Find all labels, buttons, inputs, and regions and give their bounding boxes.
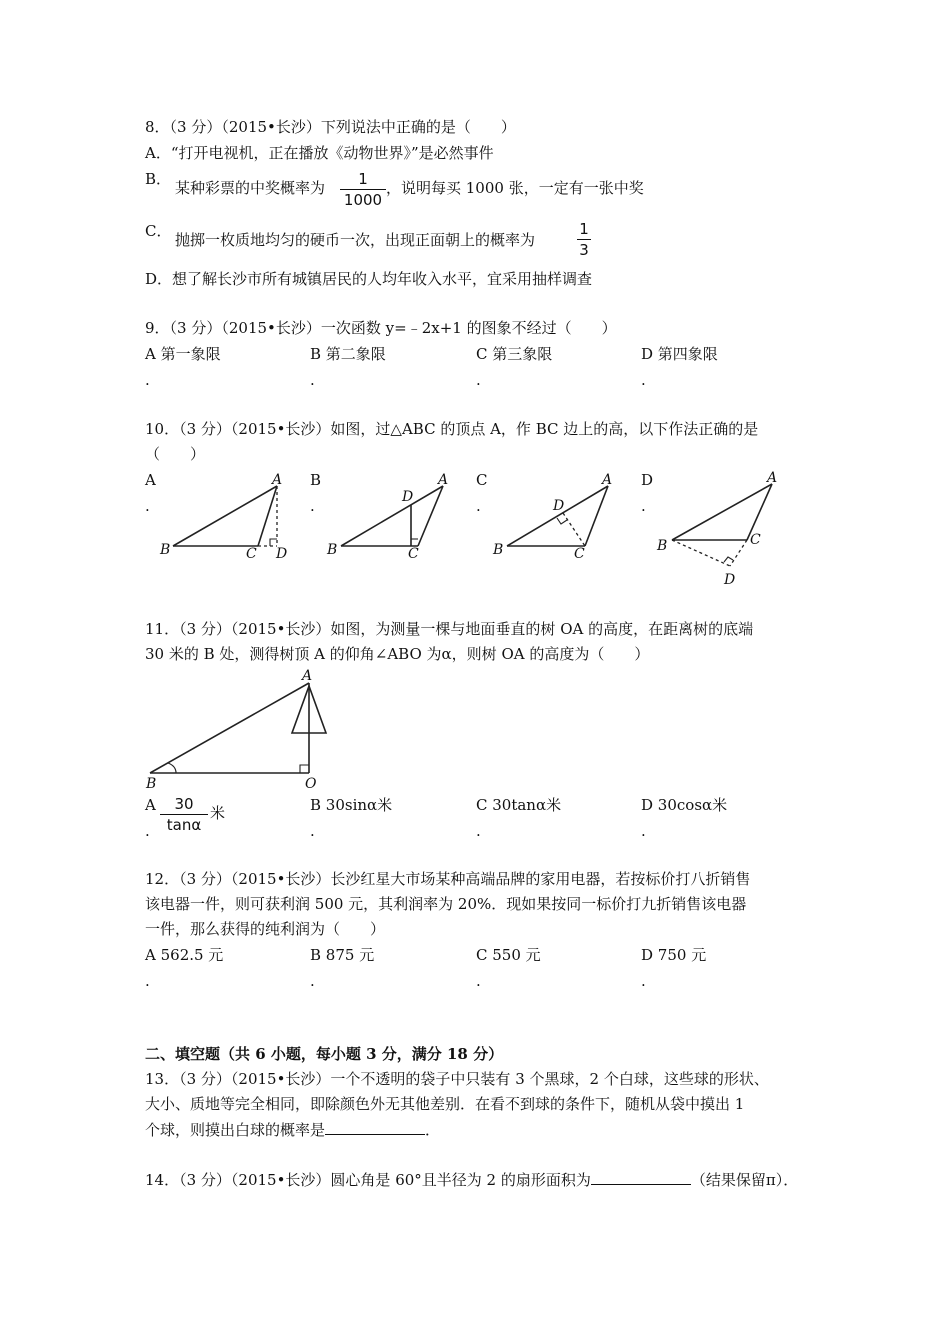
q13-line-3-text: 个球，则摸出白球的概率是 xyxy=(145,1121,326,1139)
q10a-label-c: C xyxy=(246,546,257,562)
q14-text: 14．（3 分）（2015•长沙）圆心角是 60°且半径为 2 的扇形面积为 xyxy=(145,1171,591,1189)
q9-stem: 9．（3 分）（2015•长沙）一次函数 y=﹣2x+1 的图象不经过（ ） xyxy=(145,319,617,337)
q10-option-a: A xyxy=(145,471,156,489)
section-title-fill-in: 二、填空题（共 6 小题，每小题 3 分，满分 18 分） xyxy=(145,1045,504,1063)
q12-dot-a: . xyxy=(145,972,150,990)
q8-c-frac-den: 3 xyxy=(579,241,589,259)
q10-dot-d: . xyxy=(641,497,646,515)
q8-option-c-label: C． xyxy=(145,222,172,240)
q10b-label-b: B xyxy=(327,542,338,558)
q13-line-1: 13．（3 分）（2015•长沙）一个不透明的袋子中只装有 3 个黑球，2 个白球，这些球的形状、 xyxy=(145,1070,769,1088)
q9-dot-b: . xyxy=(310,371,315,389)
q8-option-b-text: 某种彩票的中奖概率为 xyxy=(175,179,326,197)
q10b-label-c: C xyxy=(408,546,419,562)
q12-stem-3: 一件，那么获得的纯利润为（ ） xyxy=(145,920,386,938)
q14-text-end: （结果保留π）． xyxy=(690,1171,799,1189)
fraction-bar xyxy=(160,814,208,815)
q10-stem: 10．（3 分）（2015•长沙）如图，过△ABC 的顶点 A，作 BC 边上的高，以下作法正确的是 xyxy=(145,420,759,438)
q8-c-frac-num: 1 xyxy=(579,220,589,238)
q12-option-d: D 750 元 xyxy=(641,946,707,964)
q10a-label-a: A xyxy=(272,472,283,488)
q12-stem: 12．（3 分）（2015•长沙）长沙红星大市场某种高端品牌的家用电器，若按标价打八折销售 xyxy=(145,870,751,888)
q8-option-b-text2: ，说明每买 1000 张，一定有一张中奖 xyxy=(386,179,644,197)
q12-option-c: C 550 元 xyxy=(476,946,541,964)
answer-blank[interactable] xyxy=(325,1120,425,1135)
q8-b-frac-den: 1000 xyxy=(343,191,383,209)
q10-dot-b: . xyxy=(310,497,315,515)
q9-dot-a: . xyxy=(145,371,150,389)
q11-a-fraction xyxy=(160,795,208,834)
q12-option-b: B 875 元 xyxy=(310,946,375,964)
q10a-label-d: D xyxy=(276,546,288,562)
q9-dot-c: . xyxy=(476,371,481,389)
q14-line xyxy=(145,1170,798,1189)
q11-stem-2: 30 米的 B 处，测得树顶 A 的仰角∠ABO 为α，则树 OA 的高度为（ ） xyxy=(145,645,650,663)
q8-option-c-text: 抛掷一枚质地均匀的硬币一次，出现正面朝上的概率为 xyxy=(175,231,536,249)
q11-dot-a: . xyxy=(145,822,150,840)
q11-option-a-unit: 米 xyxy=(210,804,226,822)
q9-option-a: A 第一象限 xyxy=(145,345,221,363)
q9-dot-d: . xyxy=(641,371,646,389)
q11-stem: 11．（3 分）（2015•长沙）如图，为测量一棵与地面垂直的树 OA 的高度，在距离树的底端 xyxy=(145,620,754,638)
q10d-label-d: D xyxy=(724,572,736,588)
q10d-label-c: C xyxy=(750,532,761,548)
q11-option-a-label: A xyxy=(145,796,156,814)
q11-dot-d: . xyxy=(641,822,646,840)
q10c-label-d: D xyxy=(553,498,565,514)
q11-option-c: C 30tanα米 xyxy=(476,796,562,814)
q12-stem-2: 该电器一件，则可获利润 500 元，其利润率为 20%．现如果按同一标价打九折销售该电器 xyxy=(145,895,747,913)
q11-a-frac-num: 30 xyxy=(174,795,194,813)
answer-blank[interactable] xyxy=(591,1170,691,1185)
q10b-label-d: D xyxy=(402,489,414,505)
q10-dot-c: . xyxy=(476,497,481,515)
q10d-label-a: A xyxy=(767,470,778,486)
q13-line-2: 大小、质地等完全相同，即除颜色外无其他差别．在看不到球的条件下，随机从袋中摸出 1 xyxy=(145,1095,745,1113)
q11-a-frac-den: tanα xyxy=(166,816,202,834)
q10-option-b: B xyxy=(310,471,322,489)
q10b-label-a: A xyxy=(438,472,449,488)
q10c-label-b: B xyxy=(493,542,504,558)
q13-line-3 xyxy=(145,1120,440,1139)
q11-label-b: B xyxy=(146,776,157,792)
q8-b-frac-num: 1 xyxy=(358,170,368,188)
q8-option-b-label: B． xyxy=(145,170,172,188)
q13-line-3-end: ． xyxy=(425,1121,441,1139)
q10-dot-a: . xyxy=(145,497,150,515)
q9-option-b: B 第二象限 xyxy=(310,345,386,363)
q11-label-a: A xyxy=(302,668,313,684)
q12-option-a: A 562.5 元 xyxy=(145,946,224,964)
q10-stem-bracket: （ ） xyxy=(145,445,206,463)
q9-option-c: C 第三象限 xyxy=(476,345,553,363)
q10d-label-b: B xyxy=(657,538,668,554)
q8-option-d: D．想了解长沙市所有城镇居民的人均年收入水平，宜采用抽样调查 xyxy=(145,270,593,288)
q10c-label-a: A xyxy=(602,472,613,488)
q11-dot-c: . xyxy=(476,822,481,840)
q11-option-d: D 30cosα米 xyxy=(641,796,728,814)
q8-stem: 8．（3 分）（2015•长沙）下列说法中正确的是（ ） xyxy=(145,118,516,136)
q11-option-b: B 30sinα米 xyxy=(310,796,393,814)
q11-label-o: O xyxy=(305,776,317,792)
q8-option-a: A．“打开电视机，正在播放《动物世界》”是必然事件 xyxy=(145,144,494,162)
q10a-label-b: B xyxy=(160,542,171,558)
q10c-label-c: C xyxy=(574,546,585,562)
q10-option-d: D xyxy=(641,471,654,489)
q12-dot-c: . xyxy=(476,972,481,990)
q11-dot-b: . xyxy=(310,822,315,840)
q12-dot-b: . xyxy=(310,972,315,990)
q10-option-c: C xyxy=(476,471,488,489)
q12-dot-d: . xyxy=(641,972,646,990)
q9-option-d: D 第四象限 xyxy=(641,345,718,363)
